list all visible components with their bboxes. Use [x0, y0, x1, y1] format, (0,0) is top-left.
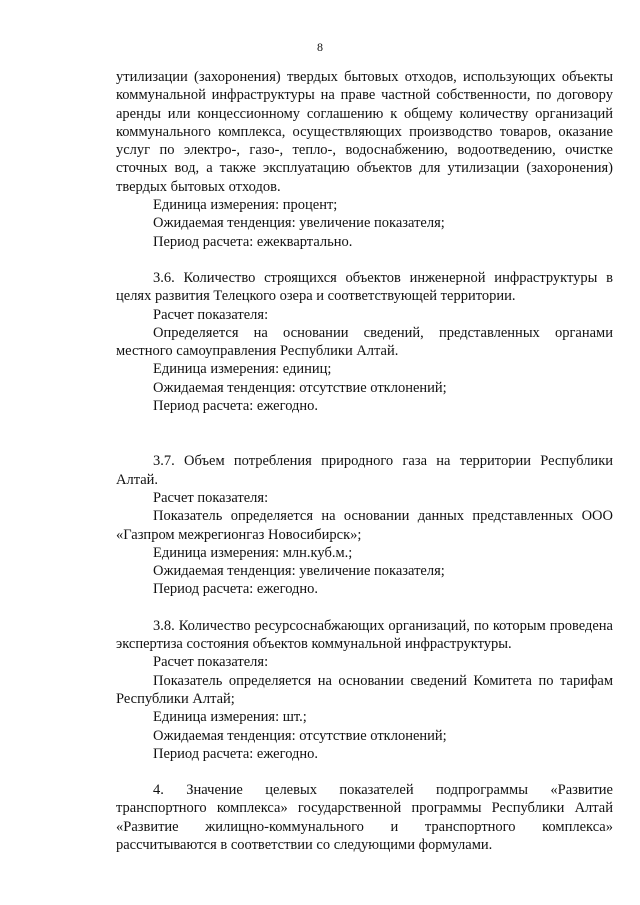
section-3-7-heading: 3.7. Объем потребления природного газа на территории Республики Алтай. [116, 453, 613, 488]
period-line: Период расчета: ежегодно. [153, 581, 319, 598]
calc-description: Определяется на основании сведений, представленных органами местного самоуправления Республики Алтай. [116, 324, 613, 360]
tendency-line: Ожидаемая тенденция: отсутствие отклонений; [153, 379, 447, 396]
unit-line: Единица измерения: единиц; [153, 361, 332, 378]
calc-description: Показатель определяется на основании данных представленных ООО «Газпром межрегионгаз Новосибирск»; [116, 508, 613, 543]
document-body [116, 68, 613, 854]
period-line: Период расчета: ежегодно. [153, 398, 319, 415]
period-line: Период расчета: ежеквартально. [153, 233, 353, 250]
unit-line: Единица измерения: млн.куб.м.; [153, 544, 353, 561]
calc-label: Расчет показателя: [153, 306, 269, 323]
section-3-6-heading: 3.6. Количество строящихся объектов инженерной инфраструктуры в целях развития Телецкого озера и соответствующей территории. [116, 269, 613, 305]
section-3-8-heading: 3.8. Количество ресурсоснабжающих организаций, по которым проведена экспертиза состояния объектов коммунальной инфраструктуры. [116, 617, 613, 653]
tendency-line: Ожидаемая тенденция: увеличение показателя; [153, 215, 445, 232]
section-4-paragraph: 4. Значение целевых показателей подпрограммы «Развитие транспортного комплекса» государственной программы Республики Алтай «Развитие жилищно-коммунального и транспортного комплекса» рассчитываются в соответствии со следующими формулами. [116, 782, 613, 853]
page-number: 8 [317, 40, 323, 54]
paragraph-continuation: утилизации (захоронения) твердых бытовых отходов, использующих объекты коммунальной инфраструктуры на праве частной собственности, по договору аренды или концессионному соглашению к общему количеству организаций коммунального комплекса, осуществляющих производство товаров, оказание услуг по электро-, газо-, тепло-, водоснабжению, водоотведению, очистке сточных вод, а также эксплуатацию объектов для утилизации (захоронения) твердых бытовых отходов. [116, 69, 613, 195]
tendency-line: Ожидаемая тенденция: отсутствие отклонений; [153, 727, 447, 744]
calc-label: Расчет показателя: [153, 489, 269, 506]
calc-description: Показатель определяется на основании сведений Комитета по тарифам Республики Алтай; [116, 672, 613, 707]
unit-line: Единица измерения: шт.; [153, 709, 307, 726]
period-line: Период расчета: ежегодно. [153, 745, 319, 762]
unit-line: Единица измерения: процент; [153, 197, 338, 214]
calc-label: Расчет показателя: [153, 654, 269, 671]
tendency-line: Ожидаемая тенденция: увеличение показателя; [153, 563, 445, 580]
